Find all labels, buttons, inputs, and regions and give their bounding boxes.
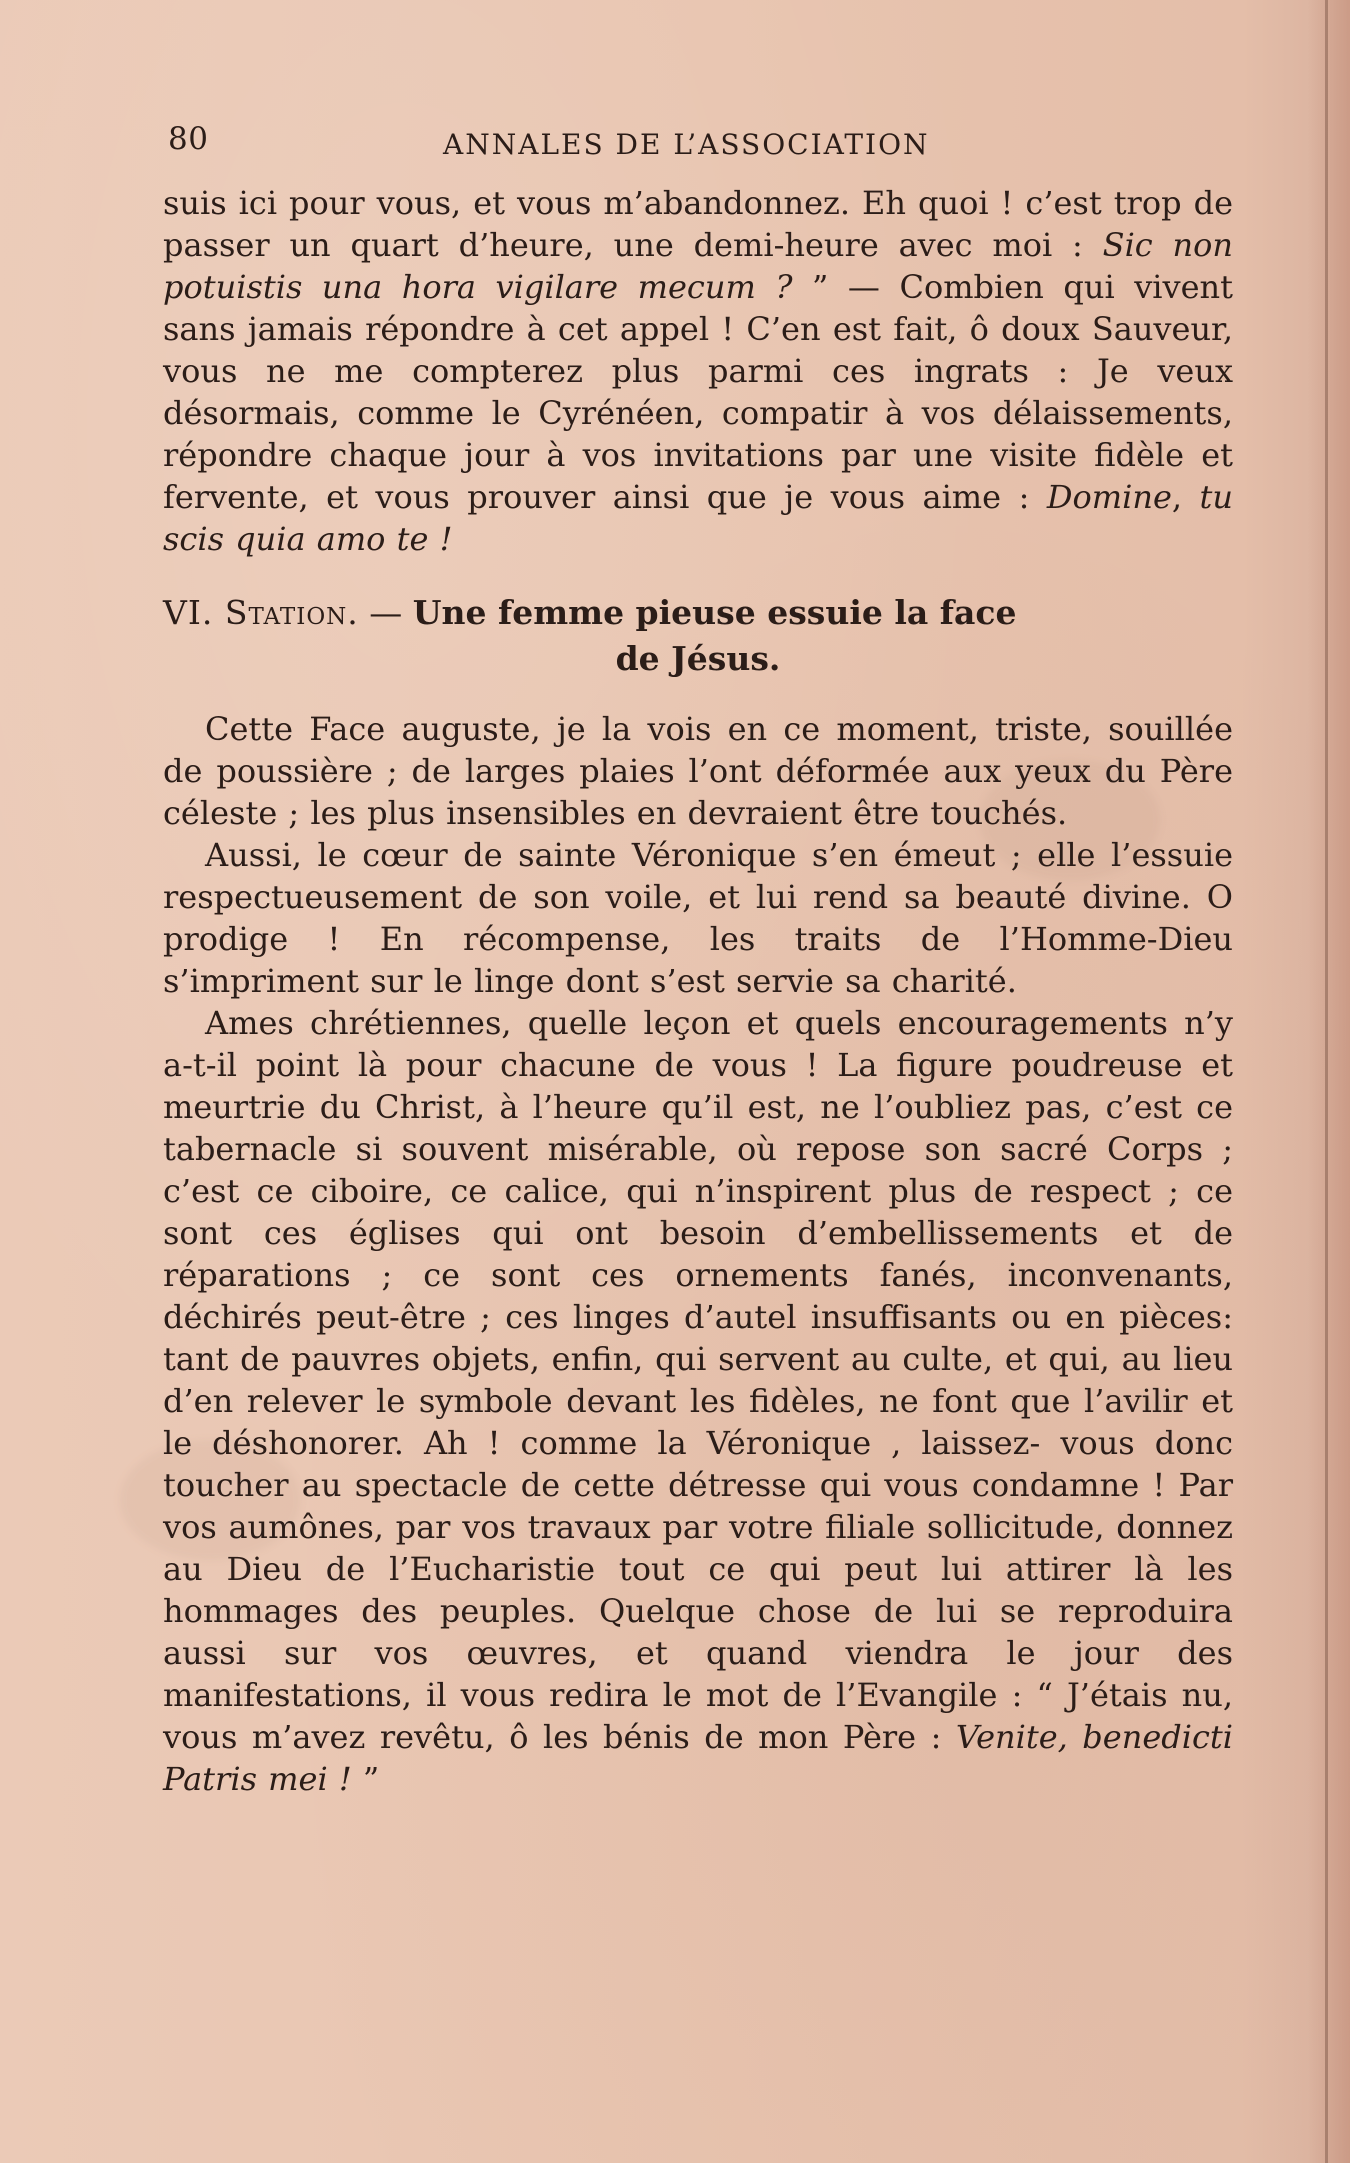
latin-quote: Sic non potuistis una hora vigilare mecum ? (163, 226, 1234, 306)
station-dash: — (358, 593, 413, 632)
page-edge-shadow (1308, 0, 1350, 2163)
body-paragraph-2: Aussi, le cœur de sainte Véronique s’en émeut ; elle l’essuie respectueusement de son voile, et lui rend sa beauté divine. O prodige ! En récompense, les traits de l’Homme-Dieu s’impriment sur le linge dont s’est servie sa charité. (163, 836, 1233, 1000)
paragraph-text: ” (351, 1760, 380, 1798)
opening-paragraph (163, 182, 1233, 560)
body-paragraph-1: Cette Face auguste, je la vois en ce moment, triste, souillée de poussière ; de larges plaies l’ont déformée aux yeux du Père céleste ; les plus insensibles en devraient être touchés. (163, 710, 1233, 832)
station-label: VI. Station. (163, 593, 359, 632)
page-edge-line (1325, 0, 1328, 2163)
latin-quote: tu scis quia amo te ! (163, 478, 1234, 558)
paragraph-text: suis ici pour vous, et vous m’abandonnez. Eh quoi ! c’est trop de passer un quart d’heure, une demi-heure avec moi : (163, 184, 1233, 264)
latin-quote: Domine (1046, 478, 1172, 516)
station-heading (163, 590, 1233, 682)
page-content (163, 118, 1233, 1800)
station-title: Une femme pieuse essuie la face (412, 593, 1017, 632)
latin-quote: Venite, benedicti Patris mei ! (163, 1718, 1234, 1798)
paragraph-text: Ames chrétiennes, quelle leçon et quels encouragements n’y a-t-il point là pour chacune de vous ! La figure poudreuse et meurtrie du Christ, à l’heure qu’il est, ne l’oubliez pas, c’est ce tabernacle si souvent misérable, où repose son sacré Corps ; c’est ce ciboire, ce calice, qui n’inspirent plus de respect ; ce sont ces églises qui ont besoin d’embellissements et de réparations ; ce sont ces ornements fanés, inconvenants, déchirés peut-être ; ces linges d’autel insuffisants ou en pièces: tant de pauvres objets, enfin, qui servent au culte, et qui, au lieu d’en relever le symbole devant les fidèles, ne font que l’avilir et le déshonorer. Ah ! comme la Véronique , laissez- vous donc toucher au spectacle de cette détresse qui vous condamne ! Par vos aumônes, par vos travaux par votre filiale sollicitude, donnez au Dieu de l’Eucharistie tout ce qui peut lui attirer là les hommages des peuples. Quelque chose de lui se reproduira aussi sur vos œuvres, et quand viendra le jour des manifestations, il vous redira le mot de l’Evangile : “ J’étais nu, vous m’avez revêtu, ô les bénis de mon Père : (163, 1004, 1233, 1756)
station-heading-line-1 (163, 590, 1233, 636)
running-head (163, 118, 1233, 174)
station-title-line-2: de Jésus. (615, 639, 781, 678)
paragraph-text: , (1171, 478, 1200, 516)
page-number: 80 (168, 121, 209, 157)
body-paragraph-3 (163, 1002, 1233, 1800)
paragraph-text: ” — Combien qui vivent sans jamais répondre à cet appel ! C’en est fait, ô doux Sauveur, vous ne me compterez plus parmi ces ingrats : Je veux désormais, comme le Cyrénéen, compatir à vos délaissements, répondre chaque jour à vos invitations par une visite fidèle et fervente, et vous prouver ainsi que je vous aime : (163, 268, 1234, 516)
running-title: ANNALES DE L’ASSOCIATION (443, 128, 930, 161)
